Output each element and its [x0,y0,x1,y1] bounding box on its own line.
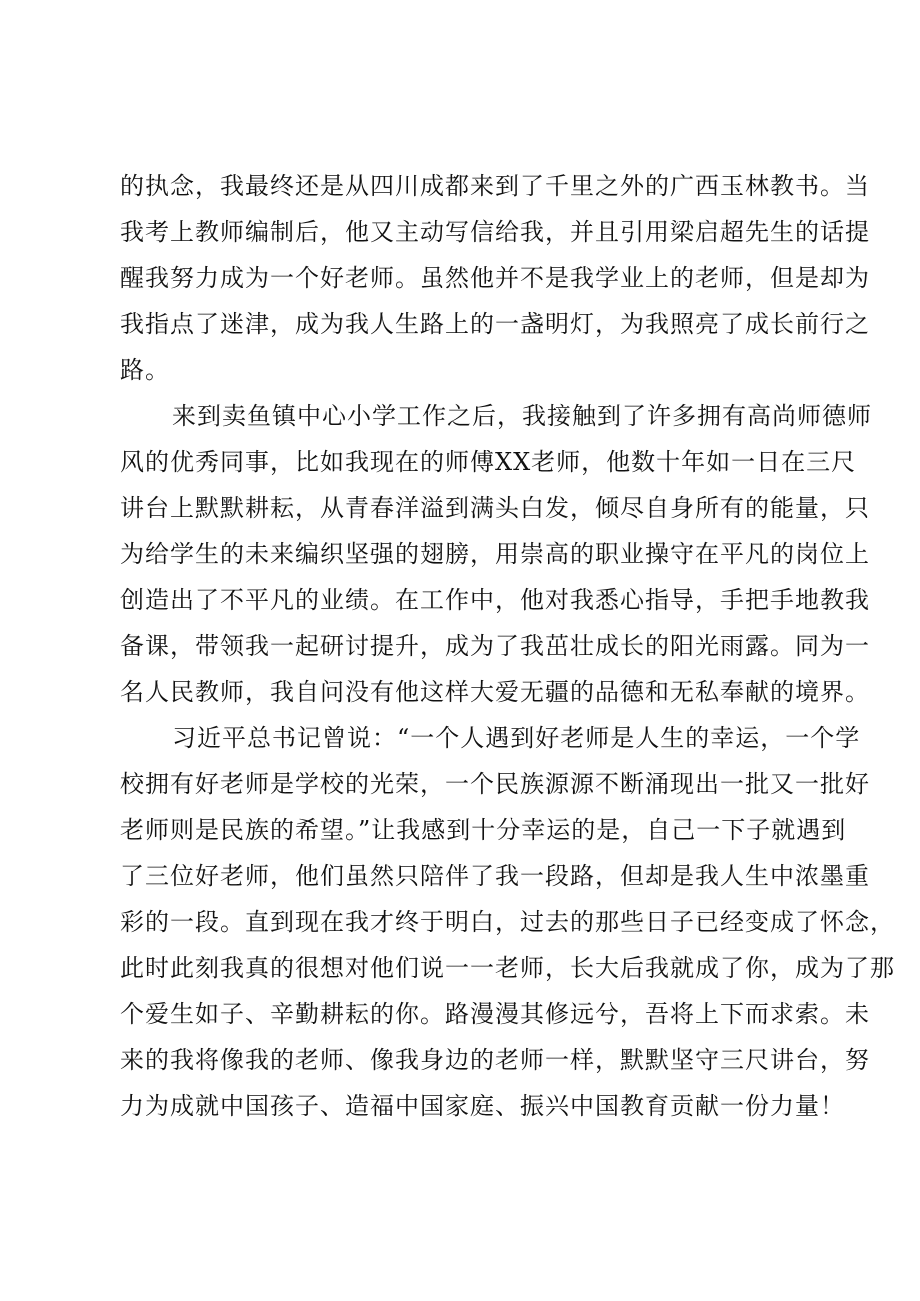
paragraph-3-line-1: 习近平总书记曾说：“一个人遇到好老师是人生的幸运，一个学 [172,724,861,752]
paragraph-3-line-4: 了三位好老师，他们虽然只陪伴了我一段路，但却是我人生中浓墨重 [120,862,870,890]
paragraph-2-line-3: 讲台上默默耕耘，从青春洋溢到满头白发，倾尽自身所有的能量，只 [120,494,870,522]
paragraph-2-line-4: 为给学生的未来编织坚强的翅膀，用崇高的职业操守在平凡的岗位上 [120,540,870,568]
paragraph-2-line-2: 风的优秀同事，比如我现在的师傅XX老师，他数十年如一日在三尺 [120,448,857,476]
paragraph-2-line-1: 来到卖鱼镇中心小学工作之后，我接触到了许多拥有高尚师德师 [172,402,872,430]
paragraph-1-line-1: 的执念，我最终还是从四川成都来到了千里之外的广西玉林教书。当 [120,172,870,200]
paragraph-3-line-8: 来的我将像我的老师、像我身边的老师一样，默默坚守三尺讲台，努 [120,1046,870,1074]
paragraph-3-line-9: 力为成就中国孩子、造福中国家庭、振兴中国教育贡献一份力量！ [120,1092,845,1120]
paragraph-3-line-6: 此时此刻我真的很想对他们说一一老师，长大后我就成了你，成为了那 [120,954,895,982]
document-body [120,163,895,1129]
paragraph-1-line-3: 醒我努力成为一个好老师。虽然他并不是我学业上的老师，但是却为 [120,264,870,292]
paragraph-1-line-2: 我考上教师编制后，他又主动写信给我，并且引用梁启超先生的话提 [120,218,870,246]
paragraph-1-line-4: 我指点了迷津，成为我人生路上的一盏明灯，为我照亮了成长前行之 [120,310,870,338]
paragraph-2-line-5: 创造出了不平凡的业绩。在工作中，他对我悉心指导，手把手地教我 [120,586,870,614]
paragraph-2-line-6: 备课，带领我一起研讨提升，成为了我茁壮成长的阳光雨露。同为一 [120,632,870,660]
paragraph-3-line-2: 校拥有好老师是学校的光荣，一个民族源源不断涌现出一批又一批好 [120,770,870,798]
paragraph-2-line-7: 名人民教师，我自问没有他这样大爱无疆的品德和无私奉献的境界。 [120,678,870,706]
paragraph-3-line-3: 老师则是民族的希望。”让我感到十分幸运的是，自己一下子就遇到 [120,816,847,844]
paragraph-3-line-5: 彩的一段。直到现在我才终于明白，过去的那些日子已经变成了怀念， [120,908,895,936]
paragraph-1-line-5: 路。 [120,356,170,384]
paragraph-3-line-7: 个爱生如子、辛勤耕耘的你。路漫漫其修远兮，吾将上下而求索。未 [120,1000,870,1028]
